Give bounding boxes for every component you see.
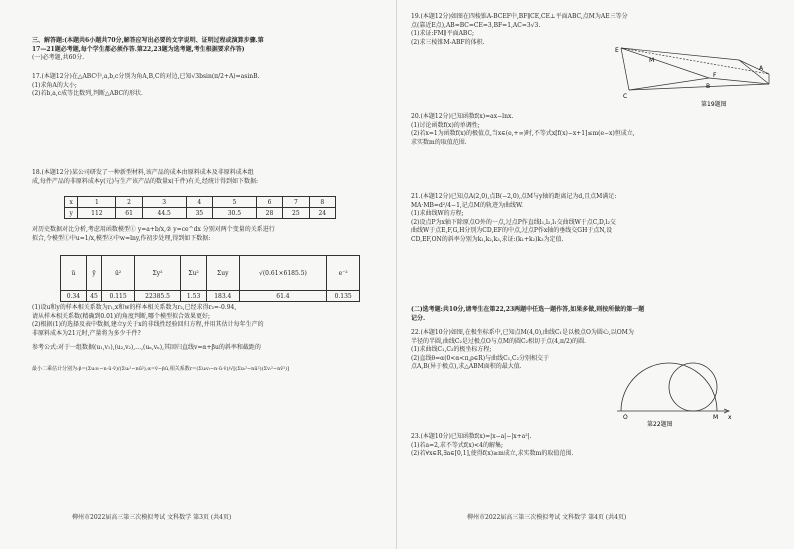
question-23 xyxy=(411,433,573,459)
elective-title: (二)选考题:共10分,请考生在第22,23两题中任选一题作答,如果多做,则按所做的第一题 xyxy=(411,306,645,313)
question-22 xyxy=(411,329,634,372)
table-cell: Σu² xyxy=(181,256,207,291)
q17-stem: 17.(本题12分)在△ABC中,a,b,c分别为角A,B,C的对边,已知√3bsin(π/2+A)=asinB. xyxy=(32,73,260,80)
q22-part2b: 点A,B(异于极点),求△ABM面积的最大值. xyxy=(411,363,522,370)
table-cell: y xyxy=(65,208,78,219)
table-cell: 61 xyxy=(116,208,142,219)
table-cell: 30.5 xyxy=(212,208,256,219)
table-cell: 2 xyxy=(116,197,142,208)
elective-title-cont: 记分. xyxy=(411,314,426,322)
fig19-caption: 第19题图 xyxy=(701,101,727,108)
q20-part2b: 求实数m的取值范围. xyxy=(411,138,467,146)
q18-line2: 成,每件产品的非原料成本y(元)与生产该产品的数量x(千件)有关,经统计得到如下数据: xyxy=(32,177,258,185)
q22-line2: 半径的半圆,曲线C₂是过极点O与点M的圆C₂相切于点(4,π/2)的圆. xyxy=(411,337,587,345)
fig22-label-o: O xyxy=(623,414,628,421)
table-cell: √(0.61×6185.5) xyxy=(239,256,327,291)
q21-part2c: CD,EF,ON的斜率分别为k₁,k₂,k₃,求证:(k₁+k₂)k₃为定值. xyxy=(411,235,564,243)
q19-line2: 点(靠近E点),AB=BC=CE=3,BF=1,AC=3√3. xyxy=(411,21,541,29)
table-cell: Σy² xyxy=(134,256,180,291)
q21-line2: MA·MB=d²/4−1,记点M的轨迹为曲线W. xyxy=(411,201,523,209)
table-cell: 3 xyxy=(142,197,186,208)
q18-reference: 参考公式:对于一组数据(u₁,v₁),(u₂,v₂),…,(uₙ,vₙ),其回归直线v=α+βu的斜率和截距的 xyxy=(32,344,261,351)
q21-part2b: 曲线W于点E,F,G,H分别为CD,EF的中点,过点P作x轴的垂线交GH于点N,设 xyxy=(411,227,613,234)
q19-part2: (2)求三棱锥M-ABF的体积. xyxy=(411,38,485,46)
q18-model-desc xyxy=(32,226,275,243)
table-cell: 8 xyxy=(309,197,335,208)
q23-stem: 23.(本题10分)已知函数f(x)=|x−a|−|x+a²|. xyxy=(411,433,532,440)
q17-part2: (2)若b,a,c成等比数列,判断△ABC的形状. xyxy=(32,90,143,97)
table-cell: 0.135 xyxy=(327,291,360,302)
table-cell: 1.53 xyxy=(181,291,207,302)
q18-part1b: 请从样本相关系数(精确到0.01)的角度判断,哪个模型拟合效果更好; xyxy=(32,312,210,320)
table-cell: e⁻² xyxy=(327,256,360,291)
table-cell: 6 xyxy=(256,197,282,208)
question-19 xyxy=(411,13,628,47)
q18-stats-table xyxy=(60,255,360,302)
q23-part2: (2)若∀x∈R,∃a∈[0,1],使得f(x)≥m成立,求实数m的取值范围. xyxy=(411,450,574,457)
q18-desc-line2: 拟合,令模型①中u=1/x,模型②中w=lny,作初步处理,得到如下数据: xyxy=(32,234,211,242)
q18-part1: (1)设u和y的样本相关系数为r₁,x和w的样本相关系数为r₂,已经求得r₂=-0.94, xyxy=(32,304,237,311)
q21-part2: (2)设点P为x轴下除原点O外的一点,过点P作直线l₁,l₂,l₁交曲线W于点C,D,l₂交 xyxy=(411,218,616,226)
table-cell: 61.4 xyxy=(239,291,327,302)
table-cell: 0.34 xyxy=(61,291,87,302)
fig19-label-a: A xyxy=(759,65,764,72)
q21-line1: 21.(本题12分)已知点A(2,0),点B(−2,0),点M与y轴的距离记为d,且点M满足: xyxy=(411,193,617,200)
table-cell: 183.4 xyxy=(206,291,239,302)
q19-pyramid-figure xyxy=(609,44,774,110)
q18-parts xyxy=(32,304,289,373)
q20-part2: (2)若x=1为函数f(x)的极值点,当x∈(e,+∞)时,不等式x[f(x)−x+1]≤m(e−x)恒成立, xyxy=(411,130,635,137)
section-3-title-cont: 17—21题必考题,每个学生都必须作答.第22,23题为选考题,考生根据要求作答) xyxy=(32,45,245,53)
q18-data-table xyxy=(64,196,336,219)
q20-stem: 20.(本题12分)已知函数f(x)=ax−lnx. xyxy=(411,113,514,120)
table-cell: 5 xyxy=(212,197,256,208)
q22-line1: 22.(本题10分)如图,在极坐标系中,已知点M(4,0),曲线C₁是以极点O为圆心,以OM为 xyxy=(411,329,634,336)
fig22-caption: 第22题图 xyxy=(647,421,673,427)
q19-part1: (1)求证:FM∥平面ABC; xyxy=(411,30,475,37)
fig22-label-x: x xyxy=(728,414,732,421)
fig19-label-e: E xyxy=(615,47,619,54)
q18-table-row-x xyxy=(65,197,336,208)
section-3-title: 三、解答题:(本题共6小题共70分,解答应写出必要的文字说明、证明过程或演算步骤.第 xyxy=(32,37,264,44)
table-cell: Σuy xyxy=(206,256,239,291)
q18-part2b: 非原料成本为21元时,产量将为多少千件? xyxy=(32,329,141,337)
table-cell: 112 xyxy=(78,208,116,219)
q18-reference-formula: 最小二乘估计分别为:β=(Σuᵢvᵢ−n·ū·v̄)/(Σuᵢ²−nū²),α=v̄−βū,相关系数r=(Σuᵢvᵢ−n·ū·v̄)/√[(Σuᵢ²−nū²)(Σvᵢ²−nv̄²)] xyxy=(32,365,290,372)
table-cell: 1 xyxy=(78,197,116,208)
q20-part1: (1)讨论函数f(x)的单调性; xyxy=(411,121,480,129)
table-cell: 7 xyxy=(283,197,309,208)
q19-line1: 19.(本题12分)如图在四棱锥A-BCEF中,BF∥CE,CE⊥平面ABC,点M为AE三等分 xyxy=(411,13,628,20)
page-3-footer: 柳州市2022届高三第三次模拟考试 文科数学 第3页 (共4页) xyxy=(72,514,232,521)
section-3-header xyxy=(32,37,264,63)
q18-stats-value-row xyxy=(61,291,360,302)
table-cell: 4 xyxy=(186,197,212,208)
q23-part1: (1)若a=2,求不等式f(x)<4的解集; xyxy=(411,441,503,449)
q22-part2: (2)直线θ=α(0<α<π,ρ∈R)与曲线C₁,C₂分别相交于 xyxy=(411,354,550,362)
section-3-sub: (一)必考题,共60分. xyxy=(32,54,85,61)
fig19-label-b: B xyxy=(706,83,711,90)
table-cell: 0.115 xyxy=(102,291,135,302)
table-cell: 44.5 xyxy=(142,208,186,219)
fig19-label-f: F xyxy=(713,72,717,79)
question-17 xyxy=(32,73,259,99)
q22-polar-figure xyxy=(609,355,734,427)
table-cell: 35 xyxy=(186,208,212,219)
fig22-label-m: M xyxy=(713,414,719,421)
q17-part1: (1)求角A的大小; xyxy=(32,81,77,89)
page-4 xyxy=(397,0,794,549)
table-cell: 25 xyxy=(283,208,309,219)
table-cell: ū xyxy=(61,256,87,291)
fig19-label-m: M xyxy=(649,57,655,64)
table-cell: 28 xyxy=(256,208,282,219)
page-4-footer: 柳州市2022届高三第三次模拟考试 文科数学 第4页 (共4页) xyxy=(467,514,627,521)
table-cell: 24 xyxy=(309,208,335,219)
question-18-stem xyxy=(32,169,258,186)
fig19-label-c: C xyxy=(623,93,628,100)
table-cell: ū² xyxy=(102,256,135,291)
question-21 xyxy=(411,193,616,244)
elective-section-header xyxy=(411,306,644,323)
table-cell: 22385.5 xyxy=(134,291,180,302)
q18-stats-head-row xyxy=(61,256,360,291)
q18-table-row-y xyxy=(65,208,336,219)
table-cell: x xyxy=(65,197,78,208)
q21-part1: (1)求曲线W的方程; xyxy=(411,210,464,217)
table-cell: ȳ xyxy=(86,256,102,291)
q18-part2: (2)根据(1)的选择及表中数据,建立y关于x的非线性经验回归方程,并用其估计每年生产的 xyxy=(32,321,264,328)
q18-line1: 18.(本题12分)某公司研发了一种新型材料,该产品的成本由原料成本及非原料成本组 xyxy=(32,169,254,176)
q18-desc-line1: 对历史数据对比分析,考虑用函数模型① y=a+b/x,② y=ce^dx 分别对两个变量的关系进行 xyxy=(32,226,275,233)
table-cell: 45 xyxy=(86,291,102,302)
q22-part1: (1)求曲线C₁,C₂的极坐标方程; xyxy=(411,346,492,353)
question-20 xyxy=(411,113,635,147)
